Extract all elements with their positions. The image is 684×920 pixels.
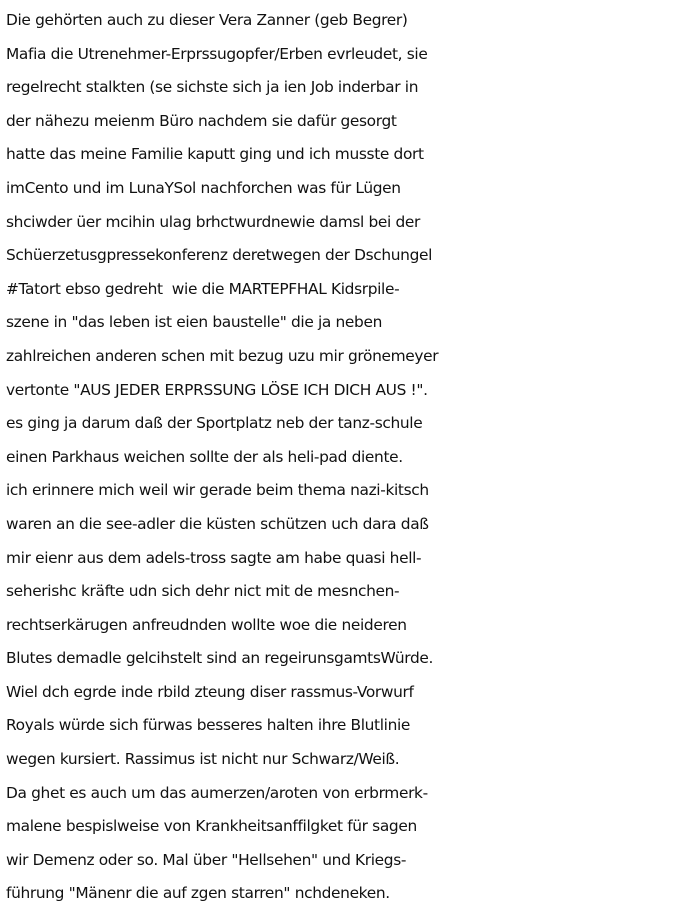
text-line: Mafia die Utrenehmer-Erprssugopfer/Erben evrleudet, sie [6,44,428,63]
text-line: szene in "das leben ist eien baustelle" die ja neben [6,313,382,332]
text-line: zahlreichen anderen schen mit bezug uzu mir grönemeyer [6,346,439,365]
text-line: imCento und im LunaYSol nachforchen was für Lügen [6,178,401,197]
text-line: #Tatort ebso gedreht wie die MARTEPFHAL Kidsrpile- [6,279,400,298]
text-line: regelrecht stalkten (se sichste sich ja ien Job inderbar in [6,78,419,97]
text-line: Blutes demadle gelcihstelt sind an regeirunsgamtsWürde. [6,649,434,668]
text-line: shciwder üer mcihin ulag brhctwurdnewie damsl bei der [6,212,421,231]
text-line: mir eienr aus dem adels-tross sagte am habe quasi hell- [6,548,422,567]
text-line: Wiel dch egrde inde rbild zteung diser rassmus-Vorwurf [6,682,414,701]
text-line: seherishc kräfte udn sich dehr nict mit de mesnchen- [6,582,400,601]
text-line: rechtserkärugen anfreudnden wollte woe die neideren [6,615,407,634]
text-line: ich erinnere mich weil wir gerade beim thema nazi-kitsch [6,481,429,500]
text-line: es ging ja darum daß der Sportplatz neb der tanz-schule [6,414,423,433]
text-line: wir Demenz oder so. Mal über "Hellsehen" und Kriegs- [6,850,407,869]
text-line: Royals würde sich fürwas besseres halten ihre Blutlinie [6,716,411,735]
text-line: malene bespislweise von Krankheitsanffilgket für sagen [6,817,417,836]
text-line: Die gehörten auch zu dieser Vera Zanner (geb Begrer) [6,11,408,29]
text-line: wegen kursiert. Rassimus ist nicht nur Schwarz/Weiß. [6,750,400,769]
text-line: der nähezu meienm Büro nachdem sie dafür gesorgt [6,111,397,130]
text-line: vertonte "AUS JEDER ERPRSSUNG LÖSE ICH DICH AUS !". [6,380,428,399]
text-line: führung "Mänenr die auf zgen starren" nchdeneken. [6,884,390,903]
text-line: Da ghet es auch um das aumerzen/aroten von erbrmerk- [6,783,428,802]
text-line: waren an die see-adler die küsten schützen uch dara daß [6,514,429,533]
text-line: hatte das meine Familie kaputt ging und ich musste dort [6,145,424,164]
text-line: Schüerzetusgpressekonferenz deretwegen der Dschungel [6,246,433,265]
text-line: einen Parkhaus weichen sollte der als heli-pad diente. [6,447,403,466]
